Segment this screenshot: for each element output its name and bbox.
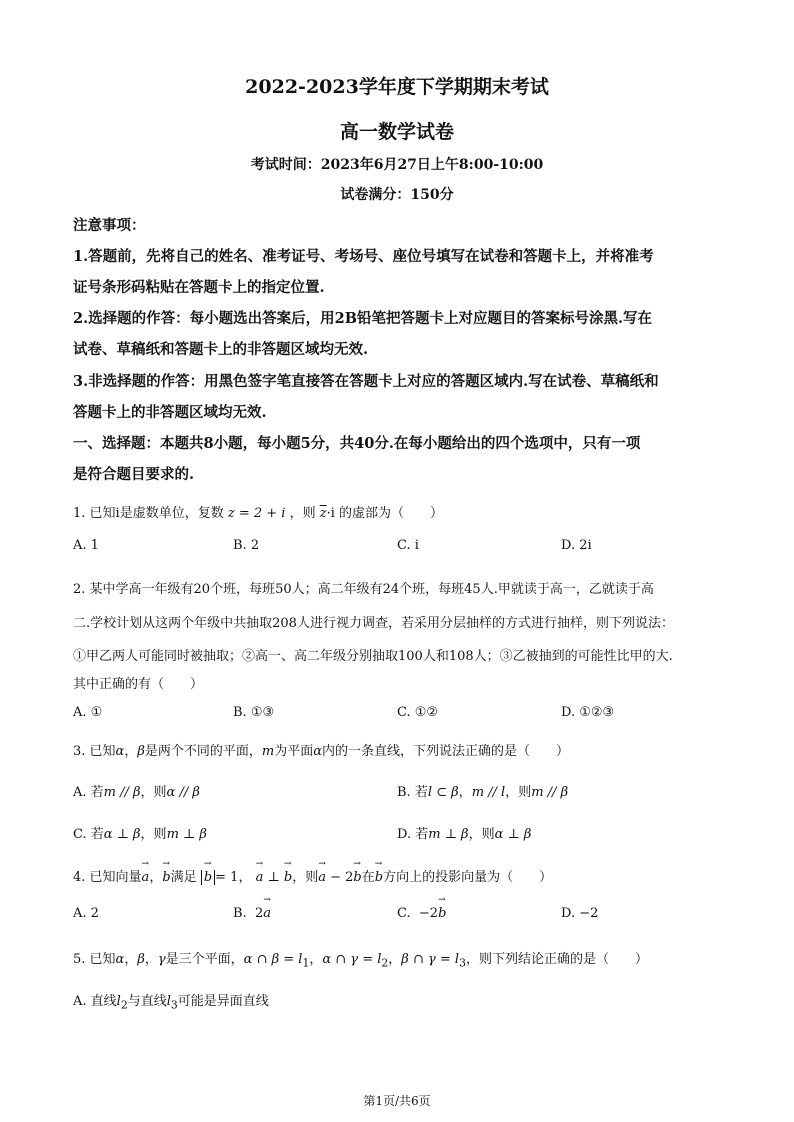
q5-subscript: 1 (302, 956, 310, 970)
q4-option-c (397, 906, 446, 921)
q3-a-formula: α // β (166, 785, 200, 800)
question-1-stem (73, 502, 443, 521)
question-5-stem (73, 948, 648, 970)
q4-c-formula: −2 (418, 906, 439, 921)
q1-formula: ·i (326, 506, 335, 521)
q2-option-a: A. ① (73, 705, 103, 720)
q4-formula: ⊥ (263, 870, 284, 885)
q4-vector: → a (142, 870, 150, 885)
q5-formula: α ∩ γ = l (322, 952, 382, 967)
q3-a-text: A. 若 (73, 785, 104, 800)
q4-b-vector: → a (263, 906, 271, 921)
notes-line: 试卷、草稿纸和答题卡上的非答题区域均无效. (73, 341, 369, 358)
q3-b-formula: m // β (531, 785, 569, 800)
notes-line: 答题卡上的非答题区域均无效. (73, 404, 267, 421)
q5-option-a (73, 990, 269, 1012)
q4-text: 4. 已知向量 (73, 870, 142, 885)
q4-vector: → a (256, 870, 264, 885)
q3-symbol: m (261, 744, 275, 759)
q3-symbol: β (137, 744, 145, 759)
question-2-line: 2. 某中学高一年级有20个班，每班50人；高二年级有24个班，每班45人.甲就读于高一，乙就读于高 (73, 582, 654, 597)
q3-text: 内的一条直线，下列说法正确的是（ ） (322, 744, 570, 759)
exam-subtitle: 高一数学试卷 (339, 121, 454, 143)
q5-text: ， (144, 952, 158, 967)
q4-text: ， (149, 870, 163, 885)
q4-b-label: B. (233, 906, 247, 921)
q3-text: 3. 已知 (73, 744, 116, 759)
q3-option-a (73, 781, 200, 800)
q5-a-subscript: 2 (120, 998, 128, 1012)
q4-vector: → a (318, 870, 326, 885)
q5-subscript: 2 (381, 956, 389, 970)
q1-text: 1. 已知i是虚数单位，复数 (73, 506, 224, 521)
q3-c-text: C. 若 (73, 827, 104, 842)
q5-a-text: 与直线 (127, 994, 167, 1009)
notes-line: 2.选择题的作答：每小题选出答案后，用2B铅笔把答题卡上对应题目的答案标号涂黑.写在 (73, 310, 653, 327)
q1-option-c: C. i (397, 538, 419, 553)
q1-conjugate: $\overline{z}$ (319, 506, 327, 521)
q4-formula: − 2 (325, 870, 354, 885)
q3-option-b (397, 781, 568, 800)
q5-a-subscript: 3 (170, 998, 178, 1012)
q4-vector: → b (375, 870, 383, 885)
q3-c-text: ，则 (140, 827, 167, 842)
question-2-line: ①甲乙两人可能同时被抽取；②高一、高二年级分别抽取100人和108人；③乙被抽到的可能性比甲的大. (73, 649, 673, 664)
q3-a-text: ，则 (140, 785, 167, 800)
q3-symbol: α (313, 744, 322, 759)
q4-vector: → b (204, 870, 212, 885)
q4-vector: → b (353, 870, 361, 885)
q2-option-d: D. ①②③ (561, 705, 615, 720)
q5-text: ，则下列结论正确的是（ ） (465, 952, 648, 967)
q5-formula: β ∩ γ = l (401, 952, 460, 967)
exam-time: 考试时间：2023年6月27日上午8:00-10:00 (250, 157, 544, 173)
q5-a-text: 可能是异面直线 (177, 994, 269, 1009)
q4-option-b (233, 906, 271, 921)
q4-text: ，则 (292, 870, 319, 885)
q3-text: 为平面 (274, 744, 314, 759)
q5-text: 是三个平面， (165, 952, 244, 967)
q3-b-formula: m // l (471, 785, 506, 800)
q1-text: ，则 (289, 506, 316, 521)
q4-c-vector: → b (438, 906, 446, 921)
notes-heading: 注意事项： (73, 217, 146, 234)
q3-text: ， (124, 744, 138, 759)
question-2-line: 二.学校计划从这两个年级中共抽取208人进行视力调查，若采用分层抽样的方式进行抽样，则下列说法： (73, 616, 674, 631)
q3-d-formula: α ⊥ β (494, 827, 532, 842)
full-score: 试卷满分：150分 (340, 187, 454, 203)
q2-option-b: B. ①③ (233, 705, 275, 720)
q5-subscript: 3 (459, 956, 466, 970)
exam-title: 2022-2023学年度下学期期末考试 (245, 76, 549, 98)
q4-text: ， (238, 870, 252, 885)
q1-option-b: B. 2 (233, 538, 260, 553)
q3-symbol: α (115, 744, 125, 759)
q3-a-formula: m // β (103, 785, 141, 800)
q2-option-c: C. ①② (397, 705, 439, 720)
q4-text: 满足 (170, 870, 197, 885)
q4-option-a: A. 2 (73, 906, 99, 921)
section-heading: 一、选择题：本题共8小题，每小题5分，共40分.在每小题给出的四个选项中，只有一项 (73, 435, 641, 452)
q4-formula: = 1 (215, 870, 239, 885)
notes-line: 1.答题前，先将自己的姓名、准考证号、考场号、座位号填写在试卷和答题卡上，并将准考 (73, 248, 654, 265)
q4-text: 方向上的投影向量为（ ） (383, 870, 553, 885)
q4-norm (201, 870, 215, 885)
q3-option-d (397, 823, 531, 842)
q3-b-text: B. 若 (397, 785, 428, 800)
q5-symbol: α (115, 952, 125, 967)
q3-option-c (73, 823, 207, 842)
q3-d-text: D. 若 (397, 827, 429, 842)
q5-text: 5. 已知 (73, 952, 116, 967)
q3-c-formula: α ⊥ β (103, 827, 141, 842)
notes-line: 证号条形码粘贴在答题卡上的指定位置. (73, 279, 325, 296)
q1-text: 的虚部为（ ） (339, 506, 444, 521)
q5-a-symbol: l (166, 994, 171, 1009)
q3-text: 是两个不同的平面， (144, 744, 262, 759)
q5-symbol: γ (157, 952, 166, 967)
q5-text: ， (124, 952, 138, 967)
q4-vector: → b (284, 870, 292, 885)
page-footer: 第1页/共6页 (363, 1094, 431, 1108)
question-4-stem (73, 866, 552, 885)
question-2-line: 其中正确的有（ ） (73, 677, 204, 692)
q4-option-d: D. −2 (561, 906, 599, 921)
q1-option-a: A. 1 (73, 538, 99, 553)
q5-a-text: A. 直线 (73, 994, 117, 1009)
section-heading: 是符合题目要求的. (73, 466, 195, 483)
q3-c-formula: m ⊥ β (166, 827, 207, 842)
q5-formula: α ∩ β = l (243, 952, 303, 967)
q4-vector: → b (162, 870, 170, 885)
q1-formula: z = 2 + i (227, 506, 286, 521)
notes-line: 3.非选择题的作答：用黑色签字笔直接答在答题卡上对应的答题区域内.写在试卷、草稿纸和 (73, 373, 659, 390)
q5-a-symbol: l (116, 994, 121, 1009)
q4-text: 在 (361, 870, 375, 885)
q3-d-formula: m ⊥ β (428, 827, 469, 842)
q4-c-label: C. (397, 906, 411, 921)
q4-b-formula: 2 (254, 906, 264, 921)
q5-text: ， (309, 952, 323, 967)
question-3-stem (73, 740, 569, 759)
q3-d-text: ，则 (468, 827, 495, 842)
q5-symbol: β (137, 952, 145, 967)
q3-b-formula: l ⊂ β (427, 785, 459, 800)
q1-option-d: D. 2i (561, 538, 592, 553)
q3-b-text: ，则 (505, 785, 532, 800)
q3-b-text: ， (458, 785, 472, 800)
q5-text: ， (388, 952, 402, 967)
